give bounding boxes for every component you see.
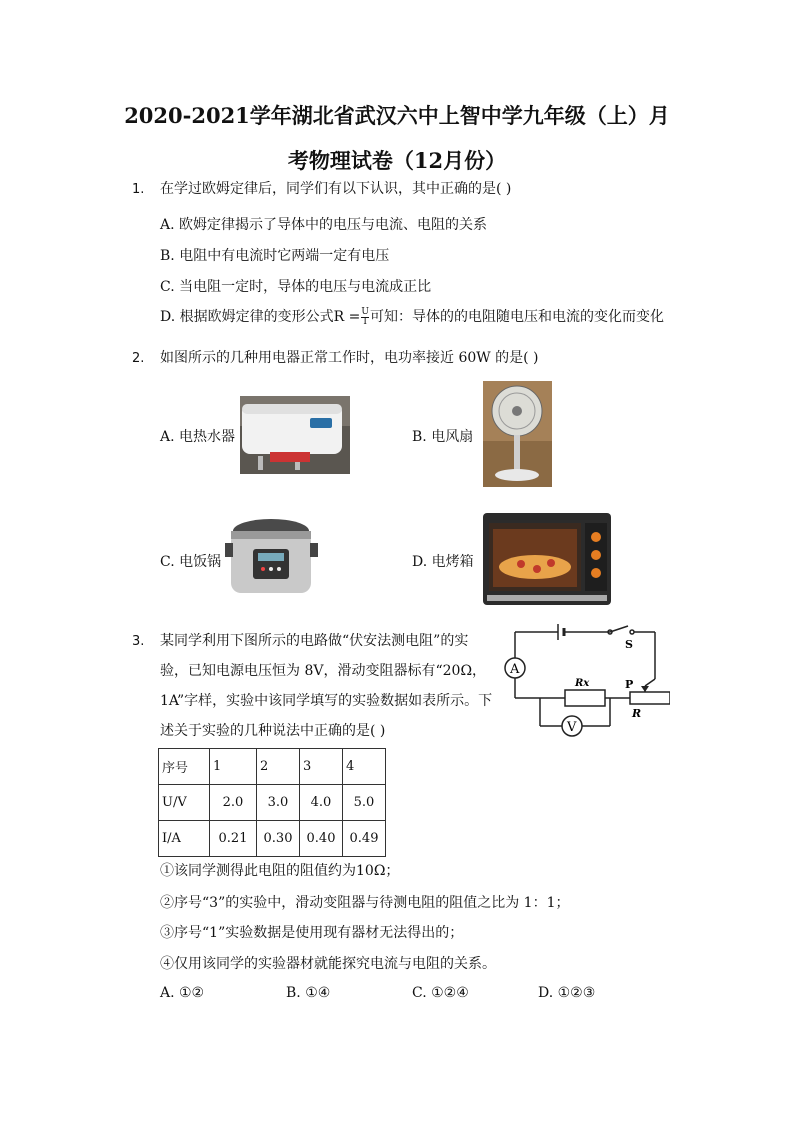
- table-cell: 5.0: [343, 785, 386, 821]
- rheostat-label: R: [632, 707, 642, 720]
- question-1-option-c: C. 当电阻一定时，导体的电压与电流成正比: [160, 279, 432, 295]
- table-header-cell: 3: [300, 749, 343, 785]
- question-3-option-a: A. ①②: [160, 985, 205, 1001]
- table-row: [159, 821, 386, 857]
- water-heater-image: [240, 396, 350, 474]
- question-1-stem: 在学过欧姆定律后，同学们有以下认识，其中正确的是( ): [160, 181, 512, 197]
- page-title-line1: 2020-2021学年湖北省武汉六中上智中学九年级（上）月: [124, 103, 670, 128]
- question-3-number: 3.: [132, 634, 145, 649]
- table-cell: I/A: [159, 821, 210, 857]
- circuit-diagram: [500, 624, 670, 748]
- table-header-row: [159, 749, 386, 785]
- table-cell: 0.30: [257, 821, 300, 857]
- question-3-option-c: C. ①②④: [412, 985, 469, 1001]
- page-title-line2: 考物理试卷（12月份）: [287, 148, 507, 173]
- electric-fan-image: [483, 381, 552, 487]
- question-2-option-a: A. 电热水器: [160, 429, 236, 445]
- data-table: [158, 748, 386, 857]
- statement-2: ②序号“3”的实验中，滑动变阻器与待测电阻的阻值之比为 1：1；: [160, 895, 570, 911]
- table-header-cell: 序号: [159, 749, 210, 785]
- question-2-option-c: C. 电饭锅: [160, 554, 222, 570]
- question-2-option-d: D. 电烤箱: [412, 554, 474, 570]
- table-cell: 4.0: [300, 785, 343, 821]
- option-d-suffix: 可知：导体的的电阻随电压和电流的变化而变化: [369, 309, 664, 325]
- table-header-cell: 1: [210, 749, 257, 785]
- table-cell: 0.49: [343, 821, 386, 857]
- question-2-stem: 如图所示的几种用电器正常工作时，电功率接近 60W 的是( ): [160, 350, 539, 366]
- question-2-option-b: B. 电风扇: [412, 429, 474, 445]
- resistor-label: Rx: [575, 678, 590, 689]
- question-1-option-a: A. 欧姆定律揭示了导体中的电压与电流、电阻的关系: [160, 217, 488, 233]
- table-header-cell: 2: [257, 749, 300, 785]
- question-1-option-b: B. 电阻中有电流时它两端一定有电压: [160, 248, 390, 264]
- statement-4: ④仅用该同学的实验器材就能探究电流与电阻的关系。: [160, 956, 496, 972]
- voltmeter-label: V: [567, 720, 577, 735]
- formula-fraction: [361, 308, 369, 327]
- question-1-number: 1.: [132, 182, 145, 197]
- question-3-line4: 述关于实验的几种说法中正确的是( ): [160, 723, 386, 739]
- fraction-numerator: U: [361, 306, 369, 317]
- fraction-denominator: I: [363, 316, 367, 327]
- statement-3: ③序号“1”实验数据是使用现有器材无法得出的；: [160, 925, 464, 941]
- question-1-option-d: [160, 306, 664, 327]
- question-3-line3: 1A”字样，实验中该同学填写的实验数据如表所示。下: [160, 693, 493, 709]
- question-3-line1: 某同学利用下图所示的电路做“伏安法测电阻”的实: [160, 633, 469, 649]
- electric-oven-image: [481, 509, 614, 609]
- table-header-cell: 4: [343, 749, 386, 785]
- slider-label: P: [625, 678, 634, 691]
- rice-cooker-image: [225, 513, 318, 604]
- switch-label: S: [625, 638, 633, 651]
- question-3-option-b: B. ①④: [286, 985, 331, 1001]
- question-3-line2: 验，已知电源电压恒为 8V，滑动变阻器标有“20Ω，: [160, 663, 487, 679]
- table-cell: 0.21: [210, 821, 257, 857]
- question-3-option-d: D. ①②③: [538, 985, 596, 1001]
- table-cell: 3.0: [257, 785, 300, 821]
- table-cell: U/V: [159, 785, 210, 821]
- table-cell: 2.0: [210, 785, 257, 821]
- table-cell: 0.40: [300, 821, 343, 857]
- table-row: [159, 785, 386, 821]
- option-d-prefix: D. 根据欧姆定律的变形公式R =: [160, 309, 361, 325]
- question-2-number: 2.: [132, 351, 145, 366]
- statement-1: ①该同学测得此电阻的阻值约为10Ω；: [160, 863, 400, 879]
- ammeter-label: A: [510, 662, 520, 677]
